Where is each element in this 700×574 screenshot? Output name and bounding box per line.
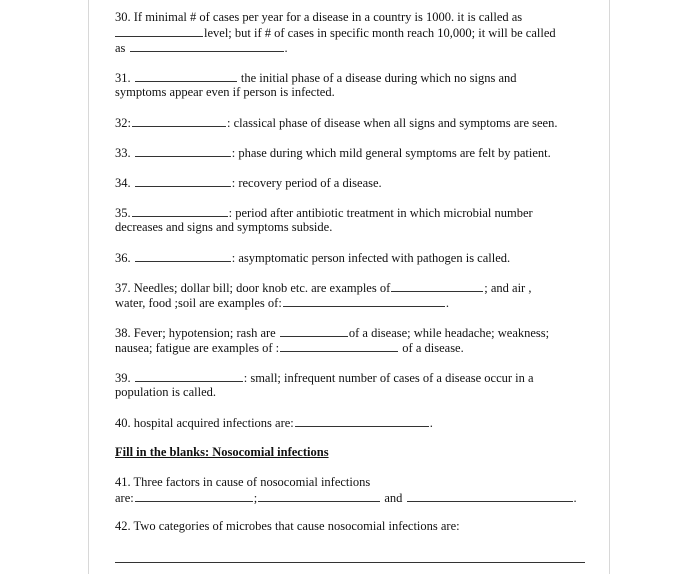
q38-blank-1[interactable] (280, 325, 348, 337)
q41-line1 (115, 475, 370, 490)
q34-text: : recovery period of a disease. (231, 176, 382, 190)
q38-line2 (115, 340, 464, 356)
q37-blank-1[interactable] (391, 280, 483, 292)
q34-line (115, 175, 382, 191)
q30-line1 (115, 10, 522, 25)
q37-text2: water, food ;soil are examples of: (115, 296, 282, 310)
q40-line (115, 415, 433, 431)
q37-text1-suffix: ; and air , (484, 281, 532, 295)
q35-line2 (115, 220, 332, 235)
q37-line2 (115, 295, 449, 311)
q36-number: 36. (115, 251, 131, 265)
q32-line (115, 115, 557, 131)
q38-text1: 38. Fever; hypotension; rash are (115, 326, 276, 340)
q33-number: 33. (115, 146, 131, 160)
q37-line1 (115, 280, 531, 296)
q30-as: as (115, 41, 126, 55)
q37-text1: 37. Needles; dollar bill; door knob etc. are examples of (115, 281, 391, 295)
q41-blank-1[interactable] (135, 490, 253, 502)
q32-number: 32: (115, 116, 131, 130)
q39-text2: population is called. (115, 385, 217, 399)
q31-line2 (115, 85, 335, 100)
q41-text2: are: (115, 491, 134, 505)
q39-number: 39. (115, 371, 131, 385)
q41-and: and (384, 491, 403, 505)
q34-number: 34. (115, 176, 131, 190)
q39-line1 (115, 370, 534, 386)
q38-text2-suffix: of a disease. (402, 341, 464, 355)
q30-line2 (115, 25, 556, 41)
q31-line1 (115, 70, 517, 86)
q31-text1: the initial phase of a disease during which no signs and (240, 71, 517, 85)
q36-line (115, 250, 510, 266)
q39-blank[interactable] (135, 370, 243, 382)
page-left-edge (88, 0, 89, 574)
q35-text1: : period after antibiotic treatment in which microbial number (228, 206, 533, 220)
q41-text1: 41. Three factors in cause of nosocomial infections (115, 475, 371, 489)
q36-text: : asymptomatic person infected with pathogen is called. (231, 251, 511, 265)
q37-blank-2[interactable] (283, 295, 445, 307)
q30-line3 (115, 40, 288, 56)
q41-blank-3[interactable] (407, 490, 573, 502)
q32-blank[interactable] (132, 115, 226, 127)
q38-text1-suffix: of a disease; while headache; weakness; (348, 326, 550, 340)
q33-text: : phase during which mild general symptoms are felt by patient. (231, 146, 551, 160)
q41-blank-2[interactable] (258, 490, 380, 502)
q30-period: . (284, 41, 288, 55)
q37-period: . (445, 296, 449, 310)
q42-answer-line[interactable] (115, 562, 585, 563)
q41-line2 (115, 490, 577, 506)
q31-number: 31. (115, 71, 131, 85)
q33-line (115, 145, 551, 161)
q38-line1 (115, 325, 549, 341)
q38-text2: nausea; fatigue are examples of : (115, 341, 280, 355)
q30-blank-1[interactable] (115, 25, 203, 37)
q38-blank-2[interactable] (280, 340, 398, 352)
q40-period: . (429, 416, 433, 430)
page-right-edge (609, 0, 610, 574)
q35-line1 (115, 205, 533, 221)
section-heading-text: Fill in the blanks: Nosocomial infections (115, 445, 329, 459)
q32-text: : classical phase of disease when all signs and symptoms are seen. (226, 116, 558, 130)
q34-blank[interactable] (135, 175, 231, 187)
q30-text1: 30. If minimal # of cases per year for a disease in a country is 1000. it is called as (115, 10, 523, 24)
q42-text: 42. Two categories of microbes that cause nosocomial infections are: (115, 519, 460, 533)
q35-text2: decreases and signs and symptoms subside. (115, 220, 333, 234)
q41-period: . (573, 491, 577, 505)
q30-text2: level; but if # of cases in specific month reach 10,000; it will be called (204, 26, 556, 40)
q40-text: 40. hospital acquired infections are: (115, 416, 294, 430)
q30-blank-2[interactable] (130, 40, 284, 52)
q41-separator: ; (253, 491, 258, 505)
q40-blank[interactable] (295, 415, 429, 427)
q35-blank[interactable] (132, 205, 228, 217)
q42-line (115, 519, 460, 534)
q39-line2 (115, 385, 216, 400)
q31-text2: symptoms appear even if person is infected. (115, 85, 335, 99)
q36-blank[interactable] (135, 250, 231, 262)
q33-blank[interactable] (135, 145, 231, 157)
q31-blank[interactable] (135, 70, 237, 82)
section-heading (115, 445, 329, 460)
q35-number: 35. (115, 206, 131, 220)
q39-text1: : small; infrequent number of cases of a disease occur in a (243, 371, 534, 385)
